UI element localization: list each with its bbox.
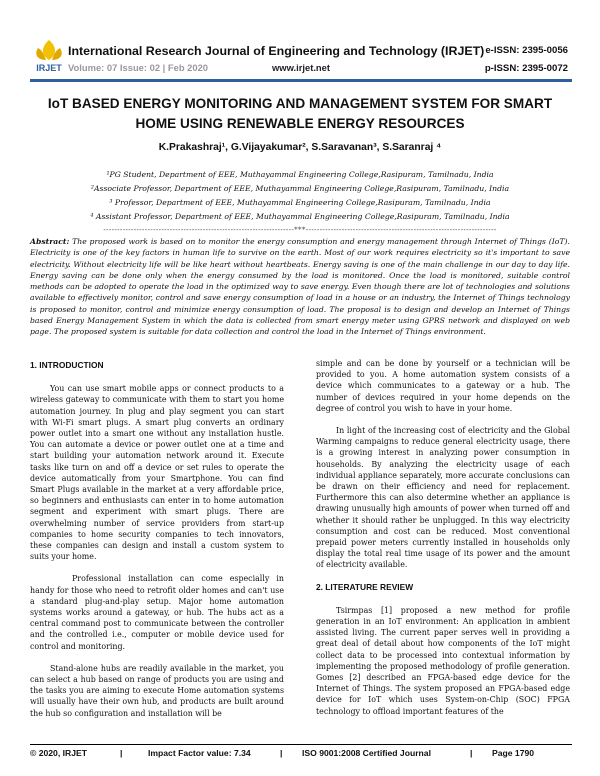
journal-website[interactable]: www.irjet.net bbox=[272, 62, 330, 73]
footer-iso: ISO 9001:2008 Certified Journal bbox=[302, 748, 431, 758]
abstract-text: The proposed work is based on to monitor the energy consumption and energy management through Internet of Things (IoT). Electricity is one of the key factors in human life to survive on the earth. Most of our work requires electricity so it's important to save electricity. Without electricity life will be like heart without heartbeats. Energy saving is one of the main challenge in our day to day life. Energy saving can be done only when the energy consumed by the load is monitored. Once the load is monitored, suitable control methods can be adopted to operate the load in the optimized way to save energy. Even though there are lot of technologies and solutions available to effectively monitor, control and save energy consumption of load in a house or an industry, the Internet of Things technology is proposed to monitor, control and minimize energy consumption of load. The proposal is to design and develop an Internet of Things based Energy Management System in which the data is collected from smart energy meter using GPRS network and displayed on web page. The proposed system is suitable for data collection and control the load in the Internet of Things environment. bbox=[30, 237, 570, 337]
footer-page-number: Page 1790 bbox=[492, 748, 535, 758]
logo-wordmark: IRJET bbox=[36, 63, 62, 73]
footer-copyright: © 2020, IRJET bbox=[30, 748, 87, 758]
affiliations bbox=[30, 168, 570, 224]
footer-divider-bar: | bbox=[470, 748, 473, 758]
irjet-logo bbox=[30, 38, 68, 74]
volume-issue: Volume: 07 Issue: 02 | Feb 2020 bbox=[68, 62, 209, 73]
p-issn: p-ISSN: 2395-0072 bbox=[484, 63, 568, 74]
body-paragraph: simple and can be done by yourself or a technician will be provided to you. A home automation system consists of a device which communicates to a gateway or a hub. The number of devices required in your home depends on the degree of control you wish to have in your home. bbox=[316, 359, 570, 413]
body-paragraph: You can use smart mobile apps or connect products to a wireless gateway to communicate with them to start you home automation journey. In plug and play segment you can start with Wi-Fi smart plugs. A smart plug converts an ordinary power outlet into a smart one without any installation hustle. You can automate a device or power outlet one at a time and start building your automation network around it. Execute tasks like turn on and off a device or set rules to operate the device automatically from your Smartphone. You can find Smart Plugs available in the market at a very affordable price, so beginners and enthusiasts can enter in to home automation segment and experiment with smart plugs. There are overwhelming number of service providers from start-up companies to home security companies to tech innovators, these companies can design and install a custom system to suits your home. bbox=[30, 384, 284, 562]
paper-title: IoT BASED ENERGY MONITORING AND MANAGEMENT SYSTEM FOR SMART HOME USING RENEWABLE ENERGY RESOURCES bbox=[47, 96, 553, 131]
body-paragraph: Professional installation can come especially in handy for those who need to retrofit older homes and can't use a standard plug-and-play setup. Major home automation systems works around a gateway, or hub. The hubs act as a central command post to communicate between the controller and the controlled i.e., computer or mobile device used for control and monitoring. bbox=[30, 574, 284, 651]
abstract-label: Abstract: bbox=[30, 237, 70, 246]
footer-divider-bar: | bbox=[120, 748, 123, 758]
affiliation-line: ¹PG Student, Department of EEE, Muthayammal Engineering College,Rasipuram, Tamilnadu, India bbox=[106, 170, 494, 179]
footer-impact-factor: Impact Factor value: 7.34 bbox=[148, 748, 251, 758]
section-heading-introduction: 1. INTRODUCTION bbox=[30, 360, 104, 370]
footer-divider-bar: | bbox=[280, 748, 283, 758]
affiliation-line: ⁴ Assistant Professor, Department of EEE, Muthayammal Engineering College,Rasipuram, Tamilnadu, India bbox=[90, 212, 510, 221]
footer-divider bbox=[30, 744, 572, 745]
header-divider bbox=[30, 79, 572, 82]
section-separator: ---------------------------------------------------------------------***--------------------------------------------------------------------- bbox=[103, 226, 497, 234]
body-paragraph: Stand-alone hubs are readily available in the market, you can select a hub based on range of products you are using and the tasks you are aiming to execute Home automation systems will usually have their own hub, and products are built around the hub so configuration and installation will be bbox=[30, 663, 284, 718]
journal-header bbox=[0, 0, 600, 86]
affiliation-line: ²Associate Professor, Department of EEE, Muthayammal Engineering College,Rasipuram, Tamilnadu, India bbox=[90, 184, 510, 193]
left-column bbox=[30, 360, 284, 730]
body-paragraph: In light of the increasing cost of electricity and the Global Warming campaigns to reduce general electricity usage, there is a growing interest in analyzing power consumption in households. By analyzing the electricity usage of each individual appliance separately, more accurate conclusions can be drawn on their efficiency and need for replacement. Furthermore this can also determine whether an appliance is drawing unusually high amounts of power when turned off and whether it should rather be unplugged. In this way electricity consumption and cost can be reduced. Most conventional prepaid power meters currently installed in households only display the total real time usage of its power and the amount of electricity available. bbox=[316, 426, 570, 570]
affiliation-line: ³ Professor, Department of EEE, Muthayammal Engineering College,Rasipuram, Tamilnadu, India bbox=[109, 198, 491, 207]
right-column bbox=[316, 358, 570, 728]
section-heading-literature-review: 2. LITERATURE REVIEW bbox=[316, 581, 414, 592]
abstract bbox=[30, 236, 570, 338]
body-paragraph: Tsirmpas [1] proposed a new method for profile generation in an IoT environment: An application in ambient assisted living. The current paper serves well in providing a great deal of detail about how components of the IoT might collect data to be processed into contextual information by implementing the proposed methodology of profile generation. Gomes [2] described an FPGA-based edge device for the Internet of Things. The system proposed an FPGA-based edge device for IoT which uses System-on-Chip (SOC) FPGA technology to offload important features of the bbox=[316, 605, 570, 716]
author-list: K.Prakashraj¹, G.Vijayakumar², S.Saravanan³, S.Saranraj ⁴ bbox=[158, 142, 442, 153]
journal-title: International Research Journal of Engineering and Technology (IRJET) bbox=[68, 44, 485, 58]
e-issn: e-ISSN: 2395-0056 bbox=[485, 45, 568, 56]
